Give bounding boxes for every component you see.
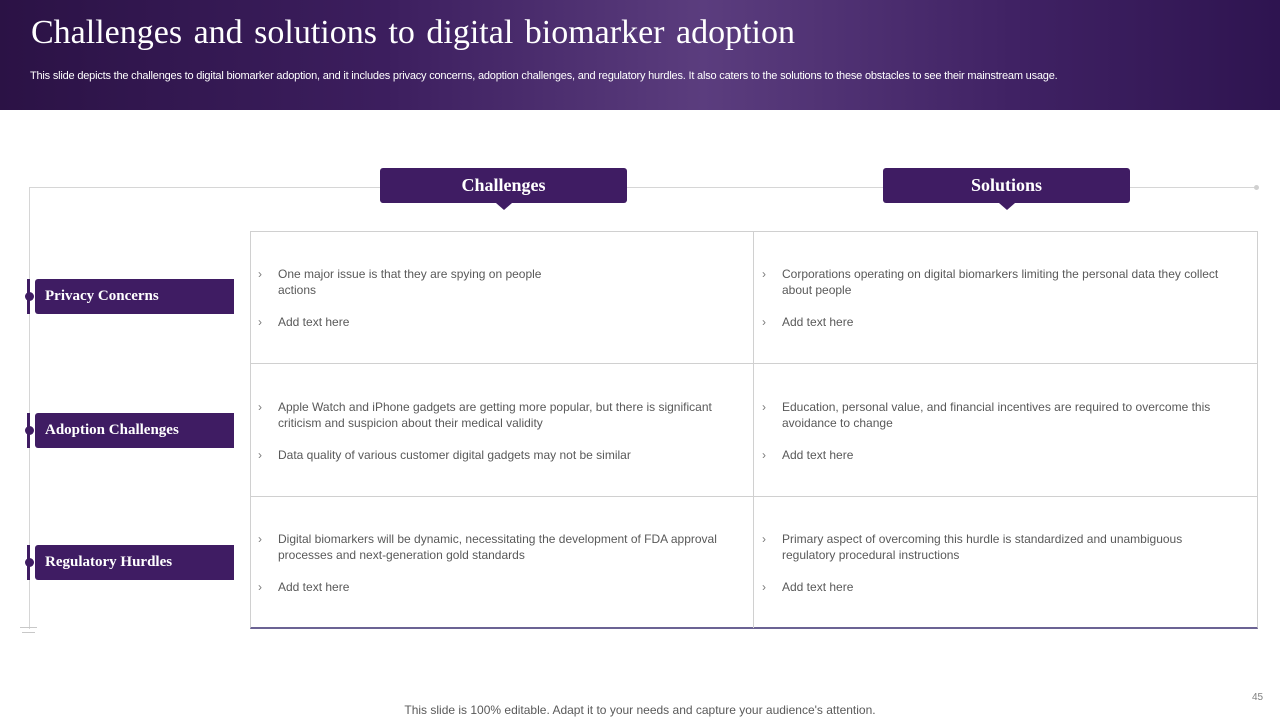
- list-item: › Add text here: [762, 315, 854, 329]
- table-column-divider: [753, 231, 754, 628]
- list-item: › Add text here: [258, 315, 350, 329]
- table-row-divider: [251, 363, 1257, 364]
- challenges-column-header: Challenges: [380, 168, 627, 203]
- list-item: › Add text here: [762, 448, 854, 462]
- chevron-right-icon: ›: [258, 267, 262, 281]
- list-item: › Add text here: [762, 580, 854, 594]
- chevron-right-icon: ›: [258, 315, 262, 329]
- footer-note: This slide is 100% editable. Adapt it to your needs and capture your audience's attention.: [404, 703, 876, 717]
- row-label-privacy-concerns: Privacy Concerns: [35, 279, 234, 314]
- table-cell-adoption-challenges: [258, 399, 738, 479]
- table-cell-regulatory-solutions: [762, 531, 1242, 611]
- chevron-right-icon: ›: [258, 448, 262, 462]
- timeline-base-tick: [20, 627, 37, 628]
- table-cell-privacy-challenges: [258, 266, 738, 346]
- table-cell-regulatory-challenges: [258, 531, 738, 611]
- chevron-right-icon: ›: [762, 532, 766, 546]
- list-item: › Corporations operating on digital biomarkers limiting the personal data they collect about people: [762, 267, 1219, 297]
- row-marker-dot: [25, 426, 34, 435]
- row-label-adoption-challenges: Adoption Challenges: [35, 413, 234, 448]
- chevron-right-icon: ›: [762, 315, 766, 329]
- chevron-right-icon: ›: [258, 400, 262, 414]
- table-row-divider: [251, 496, 1257, 497]
- list-item: › One major issue is that they are spying on people actions: [258, 267, 542, 297]
- chevron-right-icon: ›: [762, 400, 766, 414]
- chevron-right-icon: ›: [762, 580, 766, 594]
- row-marker-dot: [25, 558, 34, 567]
- solutions-column-header: Solutions: [883, 168, 1130, 203]
- list-item: › Digital biomarkers will be dynamic, necessitating the development of FDA approval processes and next-generation gold standards: [258, 532, 717, 562]
- timeline-end-dot: [1254, 185, 1259, 190]
- page-title: Challenges and solutions to digital biomarker adoption: [31, 14, 795, 51]
- list-item: › Primary aspect of overcoming this hurdle is standardized and unambiguous regulatory procedural instructions: [762, 532, 1183, 562]
- list-item: › Apple Watch and iPhone gadgets are getting more popular, but there is significant criticism and suspicion about their medical validity: [258, 400, 712, 430]
- list-item: › Education, personal value, and financial incentives are required to overcome this avoidance to change: [762, 400, 1211, 430]
- page-subtitle: This slide depicts the challenges to digital biomarker adoption, and it includes privacy concerns, adoption challenges, and regulatory hurdles. It also caters to the solutions to these obstacles to see their mainstream usage.: [30, 70, 1058, 82]
- chevron-right-icon: ›: [258, 532, 262, 546]
- list-item: › Data quality of various customer digital gadgets may not be similar: [258, 448, 631, 462]
- list-item: › Add text here: [258, 580, 350, 594]
- row-marker-dot: [25, 292, 34, 301]
- page-number: 45: [1252, 692, 1264, 703]
- table-cell-privacy-solutions: [762, 266, 1242, 346]
- title-banner: [0, 0, 1280, 110]
- timeline-base-tick: [22, 632, 35, 633]
- chevron-right-icon: ›: [762, 267, 766, 281]
- row-label-regulatory-hurdles: Regulatory Hurdles: [35, 545, 234, 580]
- table-cell-adoption-solutions: [762, 399, 1242, 479]
- chevron-right-icon: ›: [762, 448, 766, 462]
- chevron-right-icon: ›: [258, 580, 262, 594]
